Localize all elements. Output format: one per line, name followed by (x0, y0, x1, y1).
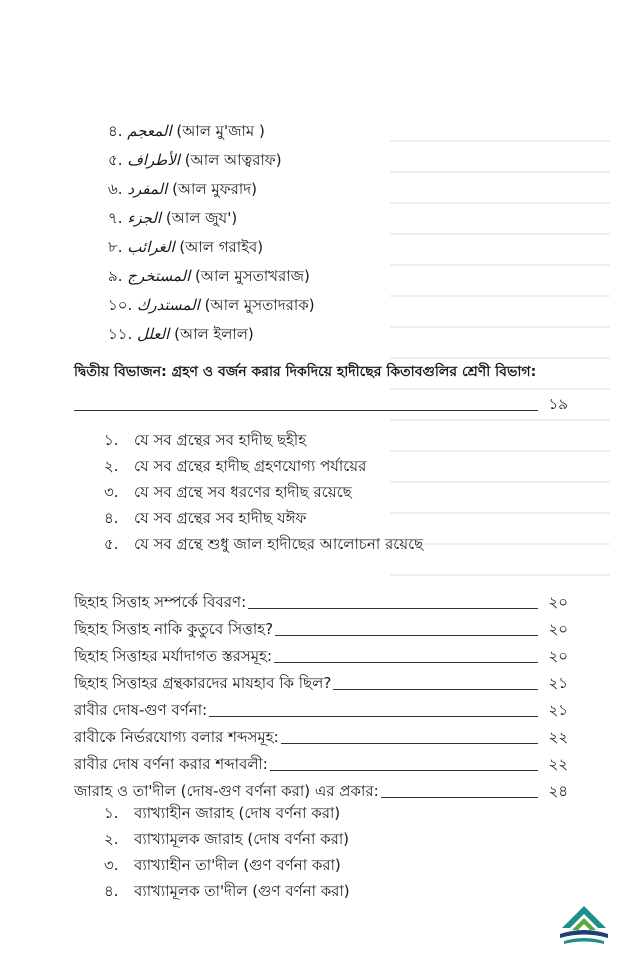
toc-row: ছিহাহ সিত্তাহ সম্পর্কে বিবরণ: ২০ (74, 593, 568, 611)
list-item: ১. ব্যাখ্যাহীন জারাহ (দোষ বর্ণনা করা) (104, 804, 341, 822)
list-item: ৫. যে সব গ্রন্থে শুধু জাল হাদীছের আলোচনা রয়েছে (104, 535, 424, 553)
section-page-row (74, 393, 568, 417)
section-heading: দ্বিতীয় বিভাজন: গ্রহণ ও বর্জন করার দিকদিয়ে হাদীছের কিতাবগুলির শ্রেণী বিভাগ: (74, 364, 537, 380)
toc-row: ছিহাহ সিত্তাহ নাকি কুতুবে সিত্তাহ? ২০ (74, 620, 568, 638)
toc-row: রাবীর দোষ-গুণ বর্ণনা: ২১ (74, 701, 568, 719)
list-item: ৯. المستخرج (আল মুসতাখরাজ) (108, 267, 310, 285)
toc-row: রাবীর দোষ বর্ণনা করার শব্দাবলী: ২২ (74, 755, 568, 773)
list-item: ৫. الأطراف (আল আত্বরাফ) (108, 151, 282, 169)
list-item: ৩. ব্যাখ্যাহীন তা'দীল (গুণ বর্ণনা করা) (104, 856, 341, 874)
list-item: ৪. যে সব গ্রন্থের সব হাদীছ যঈফ (104, 509, 307, 527)
list-item: ২. যে সব গ্রন্থের হাদীছ গ্রহণযোগ্য পর্যায়ের (104, 457, 367, 475)
toc-row: ছিহাহ সিত্তাহর মর্যাদাগত স্তরসমূহ: ২০ (74, 647, 568, 665)
list-item: ৭. الجزء (আল জুয') (108, 209, 238, 227)
list-item: ১১. العلل (আল ইলাল) (108, 325, 254, 343)
page-number: ১৯ (548, 395, 568, 413)
list-item: ৮. الغرائب (আল গরাইব) (108, 238, 264, 256)
toc-row: রাবীকে নির্ভরযোগ্য বলার শব্দসমূহ: ২২ (74, 728, 568, 746)
toc-row: ছিহাহ সিত্তাহর গ্রন্থকারদের মাযহাব কি ছিল? ২১ (74, 674, 568, 692)
list-item: ২. ব্যাখ্যামূলক জারাহ (দোষ বর্ণনা করা) (104, 830, 350, 848)
list-item: ৩. যে সব গ্রন্থে সব ধরণের হাদীছ রয়েছে (104, 483, 352, 501)
list-item: ৪. ব্যাখ্যামূলক তা'দীল (গুণ বর্ণনা করা) (104, 882, 350, 900)
publisher-logo-icon (556, 904, 612, 948)
toc-row: জারাহ ও তা'দীল (দোষ-গুণ বর্ণনা করা) এর প্রকার: ২৪ (74, 782, 568, 800)
list-item: ৪. المعجم (আল মু'জাম ) (108, 122, 265, 140)
list-item: ১০. المستدرك (আল মুসতাদরাক) (108, 296, 315, 314)
list-item: ৬. المفرد (আল মুফরাদ) (108, 180, 257, 198)
list-item: ১. যে সব গ্রন্থের সব হাদীছ ছহীহ (104, 431, 307, 449)
leader-line (74, 410, 538, 411)
